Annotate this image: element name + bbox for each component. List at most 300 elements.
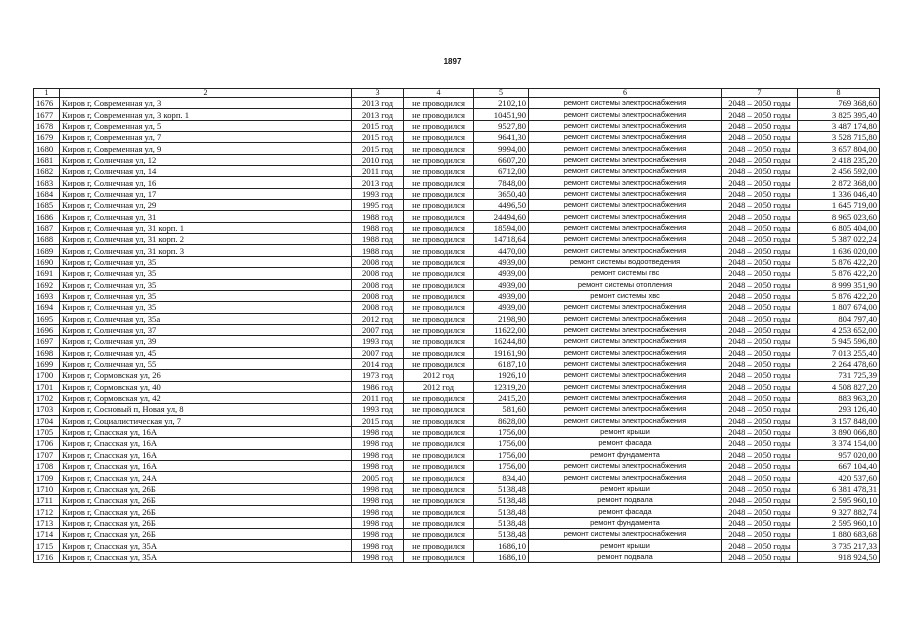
cost-cell: 1 645 719,00 [798, 200, 880, 211]
row-number-cell: 1703 [34, 404, 60, 415]
area-cell: 2198,90 [474, 313, 529, 324]
period-cell: 2048 – 2050 годы [722, 483, 798, 494]
row-number-cell: 1695 [34, 313, 60, 324]
period-cell: 2048 – 2050 годы [722, 517, 798, 528]
area-cell: 9641,30 [474, 132, 529, 143]
address-cell: Киров г, Спасская ул, 26Б [60, 506, 352, 517]
table-row [34, 461, 880, 472]
work-type-cell: ремонт системы электроснабжения [529, 120, 722, 131]
work-type-cell: ремонт системы электроснабжения [529, 154, 722, 165]
period-cell: 2048 – 2050 годы [722, 381, 798, 392]
area-cell: 581,60 [474, 404, 529, 415]
area-cell: 16244,80 [474, 336, 529, 347]
address-cell: Киров г, Современная ул, 3 корп. 1 [60, 109, 352, 120]
period-cell: 2048 – 2050 годы [722, 245, 798, 256]
row-number-cell: 1686 [34, 211, 60, 222]
column-header: 6 [529, 89, 722, 98]
registry-table [33, 88, 880, 563]
address-cell: Киров г, Спасская ул, 16А [60, 426, 352, 437]
area-cell: 9527,80 [474, 120, 529, 131]
period-cell: 2048 – 2050 годы [722, 109, 798, 120]
address-cell: Киров г, Спасская ул, 35А [60, 551, 352, 562]
table-row [34, 506, 880, 517]
period-cell: 2048 – 2050 годы [722, 472, 798, 483]
cost-cell: 5 876 422,20 [798, 256, 880, 267]
row-number-cell: 1679 [34, 132, 60, 143]
table-row [34, 245, 880, 256]
table-body [34, 98, 880, 563]
build-year-cell: 1998 год [352, 529, 404, 540]
build-year-cell: 2008 год [352, 268, 404, 279]
cost-cell: 731 725,39 [798, 370, 880, 381]
period-cell: 2048 – 2050 годы [722, 290, 798, 301]
build-year-cell: 2015 год [352, 120, 404, 131]
work-type-cell: ремонт системы электроснабжения [529, 472, 722, 483]
column-header: 8 [798, 89, 880, 98]
period-cell: 2048 – 2050 годы [722, 347, 798, 358]
build-year-cell: 1998 год [352, 551, 404, 562]
work-type-cell: ремонт системы электроснабжения [529, 529, 722, 540]
period-cell: 2048 – 2050 годы [722, 143, 798, 154]
cost-cell: 3 374 154,00 [798, 438, 880, 449]
address-cell: Киров г, Спасская ул, 26Б [60, 483, 352, 494]
last-repair-cell: не проводился [404, 324, 474, 335]
area-cell: 1926,10 [474, 370, 529, 381]
table-row [34, 404, 880, 415]
work-type-cell: ремонт системы электроснабжения [529, 109, 722, 120]
build-year-cell: 2008 год [352, 256, 404, 267]
row-number-cell: 1697 [34, 336, 60, 347]
row-number-cell: 1678 [34, 120, 60, 131]
address-cell: Киров г, Спасская ул, 16А [60, 438, 352, 449]
table-row [34, 449, 880, 460]
build-year-cell: 1986 год [352, 381, 404, 392]
work-type-cell: ремонт системы отопления [529, 279, 722, 290]
last-repair-cell: не проводился [404, 166, 474, 177]
row-number-cell: 1709 [34, 472, 60, 483]
work-type-cell: ремонт крыши [529, 483, 722, 494]
table-row [34, 551, 880, 562]
period-cell: 2048 – 2050 годы [722, 154, 798, 165]
cost-cell: 5 387 022,24 [798, 234, 880, 245]
work-type-cell: ремонт системы электроснабжения [529, 166, 722, 177]
cost-cell: 769 368,60 [798, 98, 880, 109]
cost-cell: 293 126,40 [798, 404, 880, 415]
period-cell: 2048 – 2050 годы [722, 211, 798, 222]
work-type-cell: ремонт фундамента [529, 517, 722, 528]
row-number-cell: 1687 [34, 222, 60, 233]
area-cell: 4939,00 [474, 290, 529, 301]
area-cell: 18594,00 [474, 222, 529, 233]
column-header: 1 [34, 89, 60, 98]
last-repair-cell: не проводился [404, 347, 474, 358]
work-type-cell: ремонт подвала [529, 551, 722, 562]
cost-cell: 1 636 020,00 [798, 245, 880, 256]
area-cell: 2415,20 [474, 392, 529, 403]
build-year-cell: 2014 год [352, 358, 404, 369]
address-cell: Киров г, Солнечная ул, 14 [60, 166, 352, 177]
last-repair-cell: не проводился [404, 109, 474, 120]
build-year-cell: 2011 год [352, 392, 404, 403]
area-cell: 8628,00 [474, 415, 529, 426]
last-repair-cell: не проводился [404, 529, 474, 540]
last-repair-cell: не проводился [404, 506, 474, 517]
address-cell: Киров г, Спасская ул, 26Б [60, 517, 352, 528]
area-cell: 4496,50 [474, 200, 529, 211]
table-row [34, 336, 880, 347]
period-cell: 2048 – 2050 годы [722, 551, 798, 562]
last-repair-cell: не проводился [404, 120, 474, 131]
build-year-cell: 1993 год [352, 336, 404, 347]
page-number: 1897 [443, 57, 462, 66]
row-number-cell: 1676 [34, 98, 60, 109]
cost-cell: 420 537,60 [798, 472, 880, 483]
build-year-cell: 2008 год [352, 302, 404, 313]
address-cell: Киров г, Солнечная ул, 31 корп. 1 [60, 222, 352, 233]
last-repair-cell: не проводился [404, 177, 474, 188]
period-cell: 2048 – 2050 годы [722, 415, 798, 426]
period-cell: 2048 – 2050 годы [722, 256, 798, 267]
table-row [34, 438, 880, 449]
last-repair-cell: 2012 год [404, 381, 474, 392]
table-row [34, 222, 880, 233]
address-cell: Киров г, Сосновый п, Новая ул, 8 [60, 404, 352, 415]
table-row [34, 381, 880, 392]
work-type-cell: ремонт системы электроснабжения [529, 245, 722, 256]
table-row [34, 177, 880, 188]
work-type-cell: ремонт системы электроснабжения [529, 200, 722, 211]
area-cell: 1686,10 [474, 540, 529, 551]
area-cell: 2102,10 [474, 98, 529, 109]
period-cell: 2048 – 2050 годы [722, 177, 798, 188]
period-cell: 2048 – 2050 годы [722, 120, 798, 131]
table-row [34, 426, 880, 437]
address-cell: Киров г, Солнечная ул, 31 [60, 211, 352, 222]
address-cell: Киров г, Современная ул, 7 [60, 132, 352, 143]
area-cell: 5138,48 [474, 483, 529, 494]
row-number-cell: 1693 [34, 290, 60, 301]
cost-cell: 3 657 804,00 [798, 143, 880, 154]
row-number-cell: 1707 [34, 449, 60, 460]
table-row [34, 392, 880, 403]
period-cell: 2048 – 2050 годы [722, 188, 798, 199]
cost-cell: 918 924,50 [798, 551, 880, 562]
period-cell: 2048 – 2050 годы [722, 268, 798, 279]
work-type-cell: ремонт системы электроснабжения [529, 177, 722, 188]
cost-cell: 883 963,20 [798, 392, 880, 403]
table-row [34, 358, 880, 369]
address-cell: Киров г, Социалистическая ул, 7 [60, 415, 352, 426]
area-cell: 4939,00 [474, 268, 529, 279]
column-header: 2 [60, 89, 352, 98]
row-number-cell: 1704 [34, 415, 60, 426]
row-number-cell: 1688 [34, 234, 60, 245]
cost-cell: 4 508 827,20 [798, 381, 880, 392]
address-cell: Киров г, Солнечная ул, 39 [60, 336, 352, 347]
table-row [34, 109, 880, 120]
area-cell: 24494,60 [474, 211, 529, 222]
row-number-cell: 1691 [34, 268, 60, 279]
table-row [34, 472, 880, 483]
period-cell: 2048 – 2050 годы [722, 200, 798, 211]
row-number-cell: 1705 [34, 426, 60, 437]
area-cell: 1756,00 [474, 449, 529, 460]
period-cell: 2048 – 2050 годы [722, 495, 798, 506]
column-header: 5 [474, 89, 529, 98]
column-header: 7 [722, 89, 798, 98]
cost-cell: 2 872 368,00 [798, 177, 880, 188]
last-repair-cell: не проводился [404, 540, 474, 551]
table-row [34, 98, 880, 109]
area-cell: 834,40 [474, 472, 529, 483]
row-number-cell: 1694 [34, 302, 60, 313]
row-number-cell: 1684 [34, 188, 60, 199]
period-cell: 2048 – 2050 годы [722, 392, 798, 403]
work-type-cell: ремонт системы электроснабжения [529, 143, 722, 154]
work-type-cell: ремонт системы электроснабжения [529, 302, 722, 313]
cost-cell: 2 595 960,10 [798, 495, 880, 506]
work-type-cell: ремонт системы электроснабжения [529, 313, 722, 324]
cost-cell: 6 805 404,00 [798, 222, 880, 233]
area-cell: 19161,90 [474, 347, 529, 358]
area-cell: 4470,00 [474, 245, 529, 256]
work-type-cell: ремонт системы электроснабжения [529, 392, 722, 403]
last-repair-cell: не проводился [404, 234, 474, 245]
cost-cell: 8 965 023,60 [798, 211, 880, 222]
build-year-cell: 2013 год [352, 98, 404, 109]
table-row [34, 200, 880, 211]
period-cell: 2048 – 2050 годы [722, 98, 798, 109]
row-number-cell: 1712 [34, 506, 60, 517]
cost-cell: 2 595 960,10 [798, 517, 880, 528]
last-repair-cell: не проводился [404, 404, 474, 415]
last-repair-cell: не проводился [404, 517, 474, 528]
cost-cell: 5 945 596,80 [798, 336, 880, 347]
build-year-cell: 1998 год [352, 426, 404, 437]
address-cell: Киров г, Солнечная ул, 35 [60, 256, 352, 267]
period-cell: 2048 – 2050 годы [722, 132, 798, 143]
build-year-cell: 1988 год [352, 222, 404, 233]
address-cell: Киров г, Современная ул, 9 [60, 143, 352, 154]
last-repair-cell: не проводился [404, 268, 474, 279]
table-row [34, 166, 880, 177]
last-repair-cell: не проводился [404, 415, 474, 426]
address-cell: Киров г, Солнечная ул, 31 корп. 2 [60, 234, 352, 245]
period-cell: 2048 – 2050 годы [722, 540, 798, 551]
build-year-cell: 1993 год [352, 404, 404, 415]
build-year-cell: 1998 год [352, 438, 404, 449]
row-number-cell: 1698 [34, 347, 60, 358]
cost-cell: 957 020,00 [798, 449, 880, 460]
cost-cell: 4 253 652,00 [798, 324, 880, 335]
work-type-cell: ремонт подвала [529, 495, 722, 506]
period-cell: 2048 – 2050 годы [722, 313, 798, 324]
address-cell: Киров г, Солнечная ул, 55 [60, 358, 352, 369]
address-cell: Киров г, Современная ул, 3 [60, 98, 352, 109]
work-type-cell: ремонт системы электроснабжения [529, 358, 722, 369]
period-cell: 2048 – 2050 годы [722, 438, 798, 449]
period-cell: 2048 – 2050 годы [722, 461, 798, 472]
last-repair-cell: не проводился [404, 449, 474, 460]
last-repair-cell: не проводился [404, 472, 474, 483]
address-cell: Киров г, Солнечная ул, 35 [60, 290, 352, 301]
row-number-cell: 1714 [34, 529, 60, 540]
build-year-cell: 2007 год [352, 324, 404, 335]
build-year-cell: 2011 год [352, 166, 404, 177]
last-repair-cell: не проводился [404, 392, 474, 403]
work-type-cell: ремонт системы электроснабжения [529, 222, 722, 233]
row-number-cell: 1715 [34, 540, 60, 551]
area-cell: 4939,00 [474, 302, 529, 313]
last-repair-cell: не проводился [404, 426, 474, 437]
work-type-cell: ремонт системы водоотведения [529, 256, 722, 267]
build-year-cell: 1998 год [352, 483, 404, 494]
build-year-cell: 1988 год [352, 234, 404, 245]
work-type-cell: ремонт системы электроснабжения [529, 211, 722, 222]
work-type-cell: ремонт системы электроснабжения [529, 461, 722, 472]
period-cell: 2048 – 2050 годы [722, 426, 798, 437]
last-repair-cell: 2012 год [404, 370, 474, 381]
table-row [34, 268, 880, 279]
cost-cell: 7 013 255,40 [798, 347, 880, 358]
last-repair-cell: не проводился [404, 245, 474, 256]
last-repair-cell: не проводился [404, 222, 474, 233]
last-repair-cell: не проводился [404, 188, 474, 199]
cost-cell: 3 825 395,40 [798, 109, 880, 120]
row-number-cell: 1683 [34, 177, 60, 188]
build-year-cell: 1998 год [352, 506, 404, 517]
last-repair-cell: не проводился [404, 256, 474, 267]
table-row [34, 529, 880, 540]
row-number-cell: 1690 [34, 256, 60, 267]
build-year-cell: 2008 год [352, 279, 404, 290]
row-number-cell: 1708 [34, 461, 60, 472]
build-year-cell: 2005 год [352, 472, 404, 483]
row-number-cell: 1692 [34, 279, 60, 290]
work-type-cell: ремонт системы электроснабжения [529, 415, 722, 426]
build-year-cell: 1998 год [352, 461, 404, 472]
table-row [34, 234, 880, 245]
address-cell: Киров г, Солнечная ул, 16 [60, 177, 352, 188]
table-row [34, 517, 880, 528]
area-cell: 11622,00 [474, 324, 529, 335]
row-number-cell: 1681 [34, 154, 60, 165]
table-row [34, 302, 880, 313]
cost-cell: 804 797,40 [798, 313, 880, 324]
period-cell: 2048 – 2050 годы [722, 358, 798, 369]
last-repair-cell: не проводился [404, 143, 474, 154]
cost-cell: 5 876 422,20 [798, 268, 880, 279]
work-type-cell: ремонт системы электроснабжения [529, 336, 722, 347]
area-cell: 9994,00 [474, 143, 529, 154]
work-type-cell: ремонт системы электроснабжения [529, 98, 722, 109]
address-cell: Киров г, Солнечная ул, 35а [60, 313, 352, 324]
period-cell: 2048 – 2050 годы [722, 324, 798, 335]
period-cell: 2048 – 2050 годы [722, 506, 798, 517]
period-cell: 2048 – 2050 годы [722, 302, 798, 313]
area-cell: 12319,20 [474, 381, 529, 392]
area-cell: 6187,10 [474, 358, 529, 369]
area-cell: 10451,90 [474, 109, 529, 120]
work-type-cell: ремонт фасада [529, 438, 722, 449]
cost-cell: 2 264 478,60 [798, 358, 880, 369]
period-cell: 2048 – 2050 годы [722, 449, 798, 460]
work-type-cell: ремонт системы электроснабжения [529, 347, 722, 358]
address-cell: Киров г, Сормовская ул, 40 [60, 381, 352, 392]
cost-cell: 2 418 235,20 [798, 154, 880, 165]
address-cell: Киров г, Солнечная ул, 17 [60, 188, 352, 199]
row-number-cell: 1711 [34, 495, 60, 506]
last-repair-cell: не проводился [404, 154, 474, 165]
table-row [34, 540, 880, 551]
last-repair-cell: не проводился [404, 132, 474, 143]
cost-cell: 1 807 674,00 [798, 302, 880, 313]
build-year-cell: 2010 год [352, 154, 404, 165]
last-repair-cell: не проводился [404, 200, 474, 211]
work-type-cell: ремонт системы гвс [529, 268, 722, 279]
build-year-cell: 1988 год [352, 211, 404, 222]
period-cell: 2048 – 2050 годы [722, 404, 798, 415]
row-number-cell: 1710 [34, 483, 60, 494]
address-cell: Киров г, Солнечная ул, 12 [60, 154, 352, 165]
work-type-cell: ремонт системы электроснабжения [529, 324, 722, 335]
period-cell: 2048 – 2050 годы [722, 336, 798, 347]
area-cell: 5138,48 [474, 506, 529, 517]
build-year-cell: 2012 год [352, 313, 404, 324]
address-cell: Киров г, Спасская ул, 35А [60, 540, 352, 551]
table-row [34, 256, 880, 267]
row-number-cell: 1689 [34, 245, 60, 256]
row-number-cell: 1680 [34, 143, 60, 154]
address-cell: Киров г, Спасская ул, 24А [60, 472, 352, 483]
table-row [34, 279, 880, 290]
cost-cell: 667 104,40 [798, 461, 880, 472]
work-type-cell: ремонт системы хвс [529, 290, 722, 301]
area-cell: 4939,00 [474, 256, 529, 267]
table-row [34, 415, 880, 426]
area-cell: 7848,00 [474, 177, 529, 188]
work-type-cell: ремонт фундамента [529, 449, 722, 460]
address-cell: Киров г, Спасская ул, 26Б [60, 495, 352, 506]
area-cell: 5138,48 [474, 529, 529, 540]
column-header: 4 [404, 89, 474, 98]
build-year-cell: 2015 год [352, 143, 404, 154]
row-number-cell: 1701 [34, 381, 60, 392]
last-repair-cell: не проводился [404, 483, 474, 494]
table-row [34, 211, 880, 222]
cost-cell: 3 487 174,80 [798, 120, 880, 131]
table-row [34, 313, 880, 324]
build-year-cell: 1995 год [352, 200, 404, 211]
area-cell: 6607,20 [474, 154, 529, 165]
row-number-cell: 1699 [34, 358, 60, 369]
build-year-cell: 1988 год [352, 245, 404, 256]
table-row [34, 154, 880, 165]
work-type-cell: ремонт системы электроснабжения [529, 132, 722, 143]
last-repair-cell: не проводился [404, 313, 474, 324]
period-cell: 2048 – 2050 годы [722, 279, 798, 290]
row-number-cell: 1696 [34, 324, 60, 335]
cost-cell: 2 456 592,00 [798, 166, 880, 177]
last-repair-cell: не проводился [404, 461, 474, 472]
area-cell: 1756,00 [474, 438, 529, 449]
area-cell: 1756,00 [474, 461, 529, 472]
area-cell: 3650,40 [474, 188, 529, 199]
area-cell: 4939,00 [474, 279, 529, 290]
work-type-cell: ремонт системы электроснабжения [529, 188, 722, 199]
cost-cell: 3 735 217,33 [798, 540, 880, 551]
row-number-cell: 1685 [34, 200, 60, 211]
